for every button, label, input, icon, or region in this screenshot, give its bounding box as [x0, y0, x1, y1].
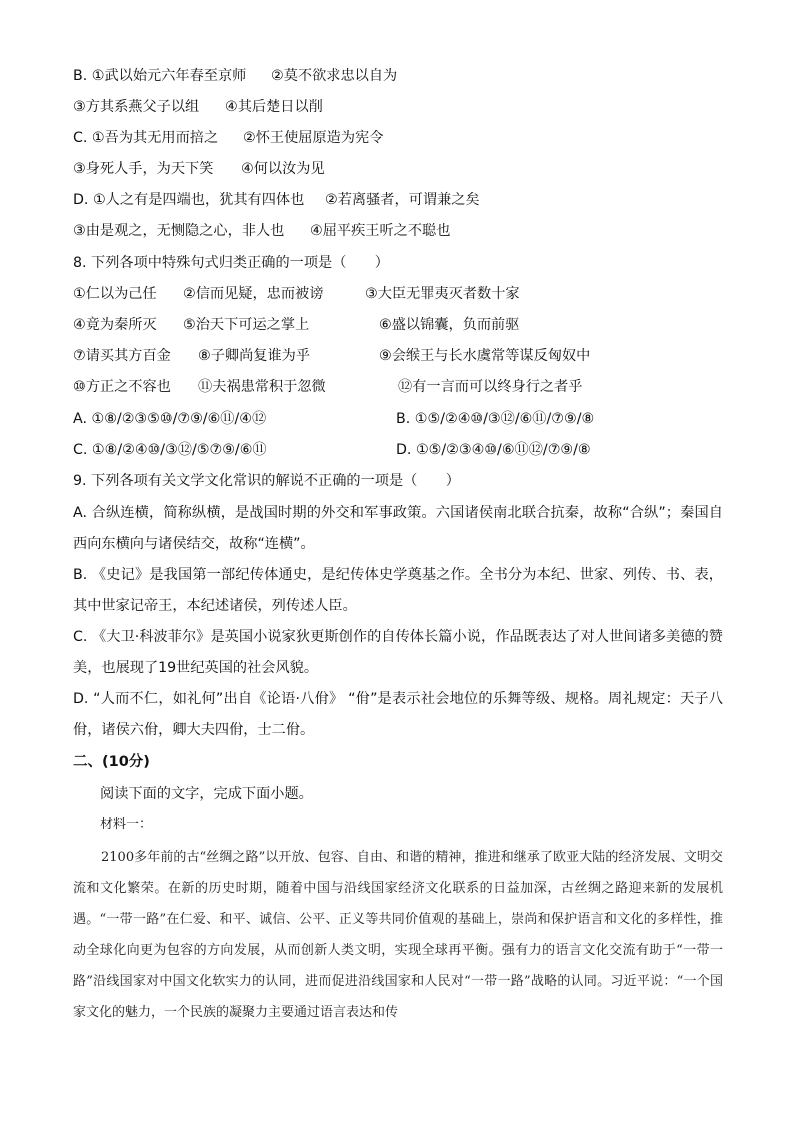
q8-sentence-5: ⑤治天下可运之掌上 [183, 317, 310, 333]
material-one-text: 2100多年前的古“丝绸之路”以开放、包容、自由、和谐的精神，推进和继承了欧亚大陆的经济发展、文明交流和文化繁荣。在新的历史时期，随着中国与沿线国家经济文化联系的日益加深，古丝绸之路迎来新的发展机遇。“一带一路”在仁爱、和平、诚信、公平、正义等共同价值观的基础上，崇尚和保护语言和文化的多样性，推动全球化向更为包容的方向发展，从而创新人类文明，实现全球再平衡。强有力的语言文化交流有助于“一带一路”沿线国家对中国文化软实力的认同，进而促进沿线国家和人民对“一带一路”战略的认同。习近平说：“一个国家文化的魅力，一个民族的凝聚力主要通过语言表达和传 [73, 850, 723, 1020]
section-intro: 阅读下面的文字，完成下面小题。 [100, 786, 313, 802]
section-heading: 二、(10分) [73, 754, 150, 770]
q7-b-item2: ②莫不欲求忠以自为 [271, 68, 398, 84]
q7-b-item3: ③方其系燕父子以组 [73, 99, 200, 115]
q7-b-item4: ④其后楚日以削 [225, 99, 323, 115]
q8-sentence-10: ⑩方正之不容也 [73, 379, 171, 395]
q8-sentence-1: ①仁以为己任 [73, 286, 157, 302]
q8-sentence-8: ⑧子卿尚复谁为乎 [198, 348, 311, 364]
q8-option-b: B. ①⑤/②④⑩/③⑫/⑥⑪/⑦⑨/⑧ [396, 411, 595, 427]
q8-sentence-11: ⑪夫祸患常积于忽微 [198, 379, 326, 395]
q7-d-item4: ④屈平疾王听之不聪也 [310, 223, 451, 239]
q7-d-item1: D. ①人之有是四端也，犹其有四体也 [73, 192, 305, 208]
q8-sentence-7: ⑦请买其方百金 [73, 348, 171, 364]
q8-sentence-4: ④竟为秦所灭 [73, 317, 157, 333]
q7-c-item3: ③身死人手，为天下笑 [73, 161, 214, 177]
material-label: 材料一： [100, 817, 153, 832]
q7-b-item1: B. ①武以始元六年春至京师 [73, 68, 247, 84]
q8-sentence-9: ⑨会缑王与长水虞常等谋反匈奴中 [379, 348, 591, 364]
q8-option-c: C. ①⑧/②④⑩/③⑫/⑤⑦⑨/⑥⑪ [73, 442, 267, 458]
q8-sentence-3: ③大臣无罪夷灭者数十家 [365, 286, 520, 302]
q8-stem: 8. 下列各项中特殊句式归类正确的一项是（ ） [73, 255, 389, 271]
q8-sentence-12: ⑫有一言而可以终身行之者乎 [398, 379, 583, 395]
q7-d-item2: ②若离骚者，可谓兼之矣 [325, 192, 480, 208]
q9-option-d: D. “人而不仁，如礼何”出自《论语·八佾》 “佾”是表示社会地位的乐舞等级、规格。周礼规定：天子八佾，诸侯六佾，卿大夫四佾，士二佾。 [73, 691, 723, 738]
q9-option-b: B. 《史记》是我国第一部纪传体通史，是纪传体史学奠基之作。全书分为本纪、世家、列传、书、表，其中世家记帝王，本纪述诸侯，列传述人臣。 [73, 567, 723, 614]
q9-stem: 9. 下列各项有关文学文化常识的解说不正确的一项是（ ） [73, 473, 460, 489]
q7-c-item4: ④何以汝为见 [241, 161, 325, 177]
q7-c-item2: ②怀王使屈原造为宪令 [243, 130, 384, 146]
q8-option-a: A. ①⑧/②③⑤⑩/⑦⑨/⑥⑪/④⑫ [73, 411, 267, 427]
q9-option-a: A. 合纵连横，简称纵横，是战国时期的外交和军事政策。六国诸侯南北联合抗秦，故称“合纵”；秦国自西向东横向与诸侯结交，故称“连横”。 [73, 505, 723, 552]
q8-sentence-2: ②信而见疑，忠而被谤 [183, 286, 324, 302]
q8-sentence-6: ⑥盛以锦囊，负而前驱 [379, 317, 520, 333]
q8-option-d: D. ①⑤/②③④⑩/⑥⑪⑫/⑦⑨/⑧ [396, 442, 591, 458]
q7-d-item3: ③由是观之，无恻隐之心，非人也 [73, 223, 285, 239]
q7-c-item1: C. ①吾为其无用而掊之 [73, 130, 219, 146]
q9-option-c: C. 《大卫·科波菲尔》是英国小说家狄更斯创作的自传体长篇小说，作品既表达了对人世间诸多美德的赞美，也展现了19世纪英国的社会风貌。 [73, 629, 723, 676]
